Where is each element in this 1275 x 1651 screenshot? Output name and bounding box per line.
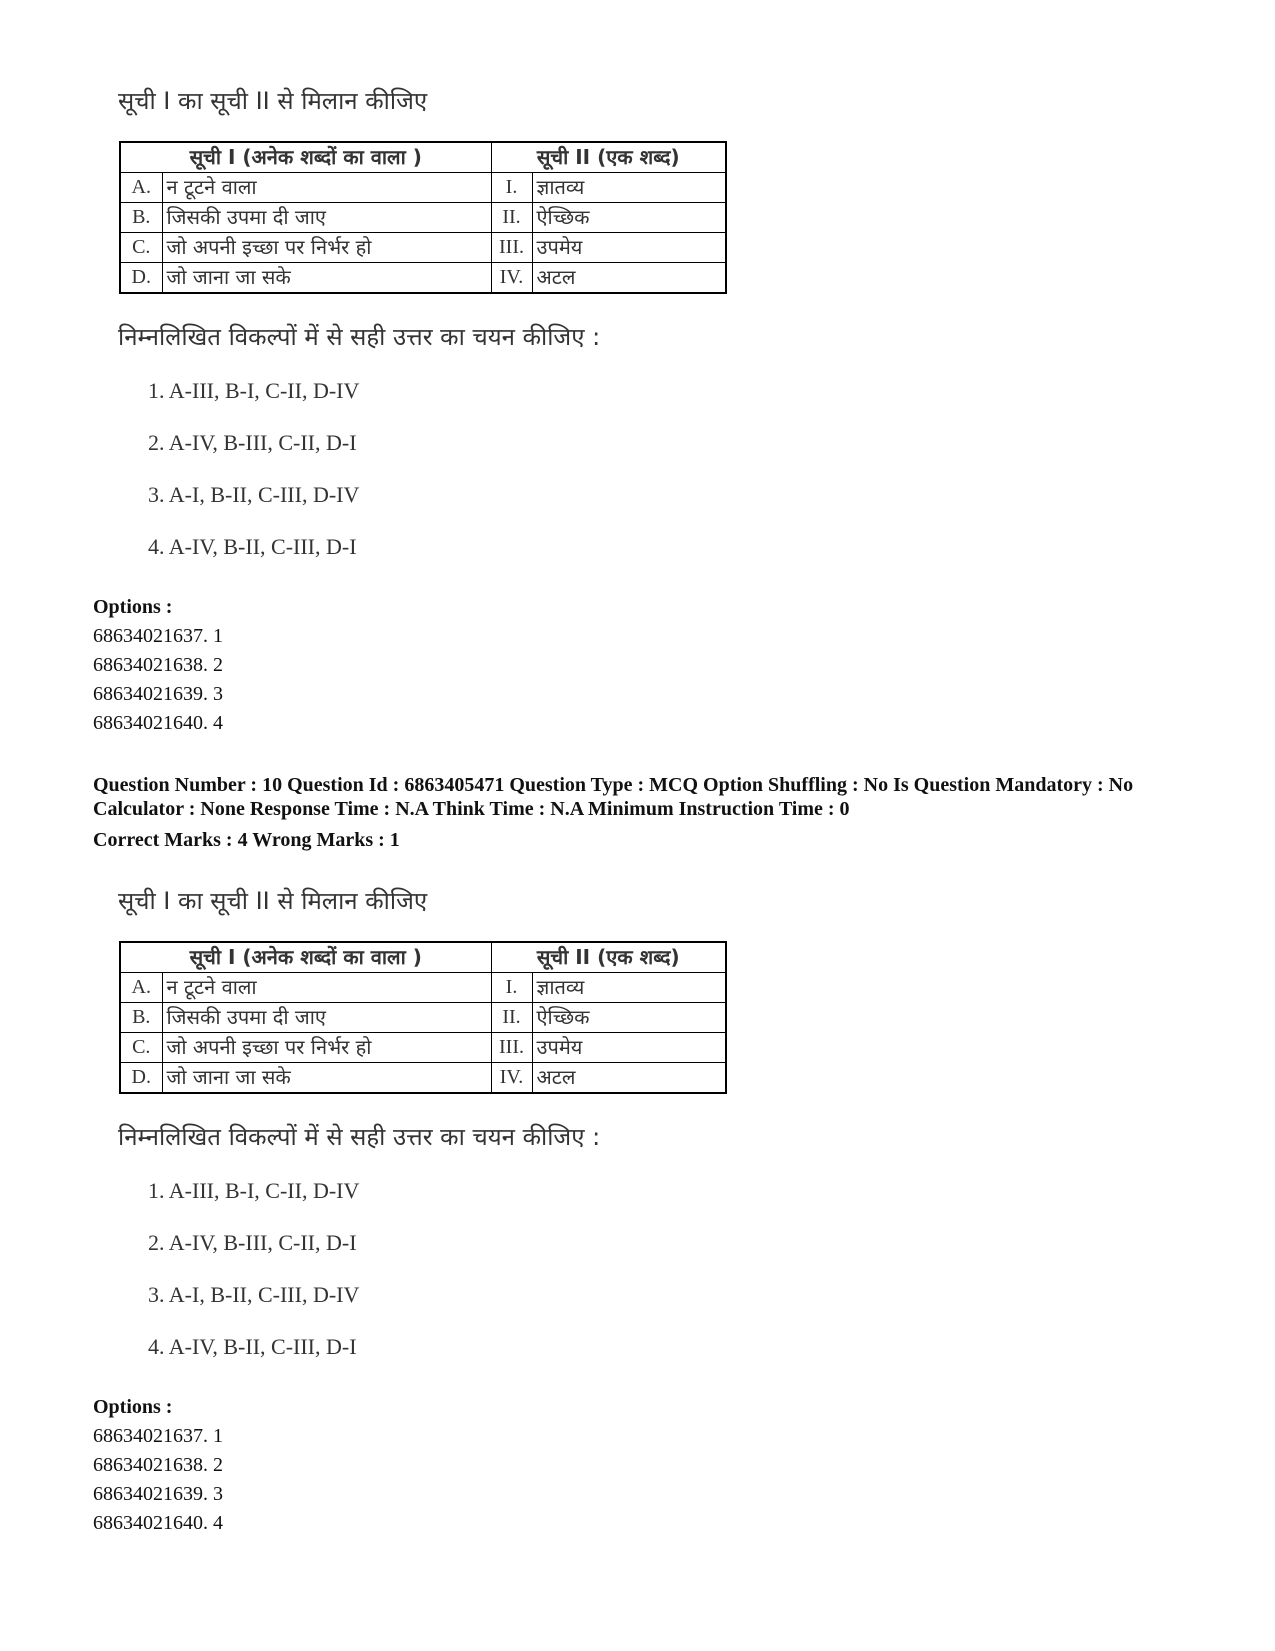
row-text: जिसकी उपमा दी जाए: [162, 203, 491, 233]
table-header-row: [120, 942, 726, 973]
question-marks: Correct Marks : 4 Wrong Marks : 1: [93, 829, 400, 851]
row-text: जिसकी उपमा दी जाए: [162, 1003, 491, 1033]
question-meta: Question Number : 10 Question Id : 6863405471 Question Type : MCQ Option Shuffling : No Is Question Mandatory : No Calculator : None Response Time : N.A Think Time : N.A Minimum Instruction Time : 0: [93, 774, 1134, 820]
options-heading: Options :: [93, 596, 173, 618]
row-label: B.: [120, 1003, 162, 1033]
option-item: 68634021640. 4: [93, 712, 223, 734]
row-label: IV.: [491, 1063, 532, 1094]
header-list-two: सूची II (एक शब्द): [491, 942, 726, 973]
options-heading: Options :: [93, 1396, 173, 1418]
choice-item: 1. A-III, B-I, C-II, D-IV: [148, 378, 360, 403]
match-table: [119, 141, 727, 294]
row-label: C.: [120, 233, 162, 263]
header-list-one: सूची I (अनेक शब्दों का वाला ): [120, 942, 491, 973]
row-label: C.: [120, 1033, 162, 1063]
row-text: उपमेय: [532, 233, 726, 263]
table-row: [120, 173, 726, 203]
header-list-one: सूची I (अनेक शब्दों का वाला ): [120, 142, 491, 173]
option-item: 68634021640. 4: [93, 1512, 223, 1534]
row-text: ज्ञातव्य: [532, 173, 726, 203]
choice-item: 4. A-IV, B-II, C-III, D-I: [148, 1334, 357, 1359]
table-row: [120, 233, 726, 263]
table-row: [120, 203, 726, 233]
question-title: सूची I का सूची II से मिलान कीजिए: [118, 887, 428, 915]
option-item: 68634021639. 3: [93, 683, 223, 705]
choice-item: 3. A-I, B-II, C-III, D-IV: [148, 482, 360, 507]
table-row: [120, 263, 726, 294]
row-text: ज्ञातव्य: [532, 973, 726, 1003]
row-text: ऐच्छिक: [532, 1003, 726, 1033]
row-label: IV.: [491, 263, 532, 294]
table-row: [120, 973, 726, 1003]
row-label: A.: [120, 973, 162, 1003]
option-item: 68634021637. 1: [93, 1425, 223, 1447]
row-label: III.: [491, 1033, 532, 1063]
row-label: A.: [120, 173, 162, 203]
row-label: I.: [491, 973, 532, 1003]
header-list-two: सूची II (एक शब्द): [491, 142, 726, 173]
row-label: I.: [491, 173, 532, 203]
row-label: II.: [491, 1003, 532, 1033]
option-item: 68634021638. 2: [93, 654, 223, 676]
table-row: [120, 1063, 726, 1094]
choice-item: 2. A-IV, B-III, C-II, D-I: [148, 1230, 357, 1255]
table-header-row: [120, 142, 726, 173]
row-text: जो अपनी इच्छा पर निर्भर हो: [162, 1033, 491, 1063]
choice-item: 4. A-IV, B-II, C-III, D-I: [148, 534, 357, 559]
table-row: [120, 1033, 726, 1063]
row-label: B.: [120, 203, 162, 233]
table-row: [120, 1003, 726, 1033]
row-text: न टूटने वाला: [162, 973, 491, 1003]
choice-item: 2. A-IV, B-III, C-II, D-I: [148, 430, 357, 455]
row-text: अटल: [532, 1063, 726, 1094]
row-label: III.: [491, 233, 532, 263]
row-text: न टूटने वाला: [162, 173, 491, 203]
question-prompt: निम्नलिखित विकल्पों में से सही उत्तर का चयन कीजिए :: [118, 323, 601, 351]
row-text: अटल: [532, 263, 726, 294]
question-prompt: निम्नलिखित विकल्पों में से सही उत्तर का चयन कीजिए :: [118, 1123, 601, 1151]
choice-item: 3. A-I, B-II, C-III, D-IV: [148, 1282, 360, 1307]
question-title: सूची I का सूची II से मिलान कीजिए: [118, 87, 428, 115]
row-label: D.: [120, 1063, 162, 1094]
option-item: 68634021637. 1: [93, 625, 223, 647]
row-text: जो अपनी इच्छा पर निर्भर हो: [162, 233, 491, 263]
option-item: 68634021639. 3: [93, 1483, 223, 1505]
option-item: 68634021638. 2: [93, 1454, 223, 1476]
row-text: उपमेय: [532, 1033, 726, 1063]
row-label: D.: [120, 263, 162, 294]
match-table: [119, 941, 727, 1094]
row-label: II.: [491, 203, 532, 233]
choice-item: 1. A-III, B-I, C-II, D-IV: [148, 1178, 360, 1203]
row-text: जो जाना जा सके: [162, 1063, 491, 1094]
row-text: जो जाना जा सके: [162, 263, 491, 294]
row-text: ऐच्छिक: [532, 203, 726, 233]
